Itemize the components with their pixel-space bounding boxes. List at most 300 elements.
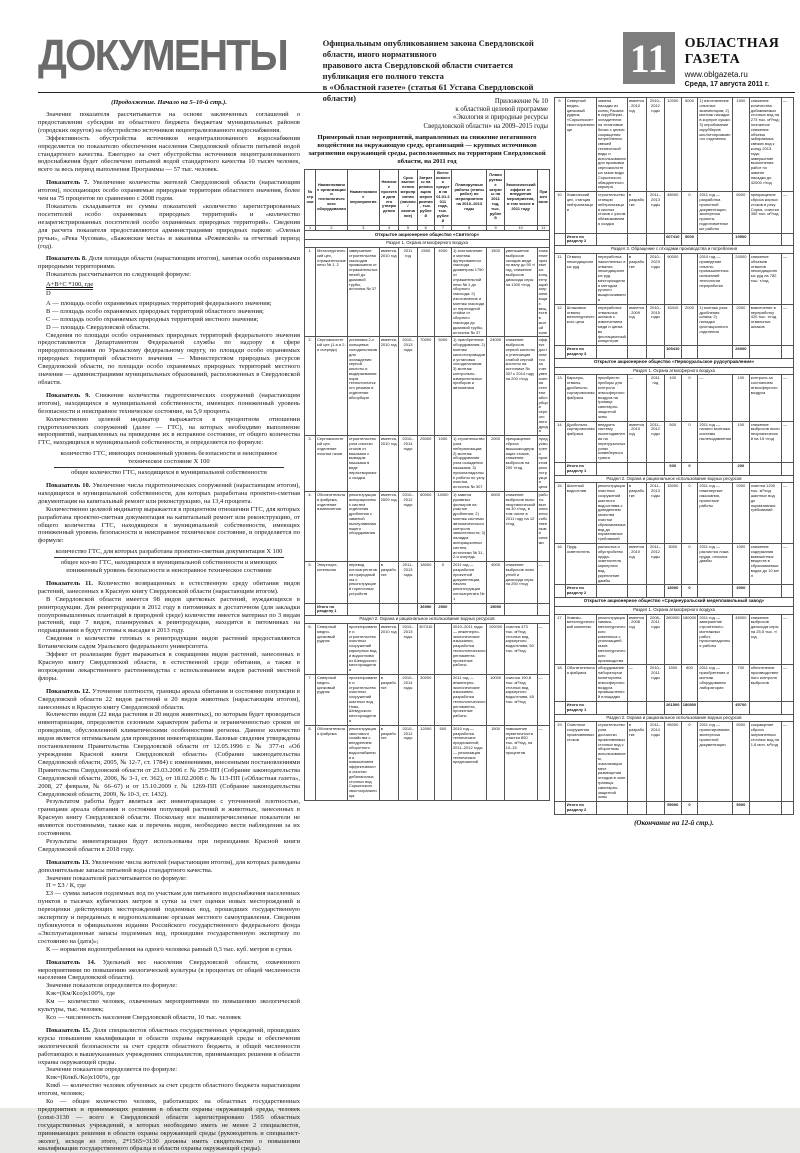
- table-cell: [781, 802, 793, 815]
- table-row: [555, 304, 794, 345]
- table-row: [305, 562, 550, 603]
- indicator-label: Показатель 14.: [46, 958, 103, 966]
- table-cell: 4.: [305, 492, 316, 562]
- column-header: № строки: [305, 169, 316, 225]
- table-cell: —: [627, 375, 646, 421]
- table-cell: повышение герметичности участка 800 тыс. м³/год, на 10–15 процентов: [504, 725, 537, 800]
- table-cell: [698, 585, 733, 598]
- table-cell: 2010–2013 годы: [399, 623, 417, 674]
- table-cell: —: [781, 614, 793, 665]
- body-paragraph: Количественно целевой индикатор выражается в процентном отношении ГТС, для которых разработана проектно-сметная документация на капитальный ремонт или реконструкцию, от общего количества ГТС, находящихся в муниципальной собственности, имеющих пониженный уровень безопасности и неисправное техническое состояние, и определяется по формуле:: [38, 505, 300, 545]
- body-paragraph: Результаты инвентаризации будут использованы при переиздании Красной книги Свердловской области в 2018 году.: [38, 837, 300, 853]
- table-cell: имеется, 2010 год: [379, 247, 399, 336]
- table-cell: 5000: [733, 722, 750, 802]
- totals-row: [555, 702, 794, 715]
- table-cell: —: [781, 722, 793, 802]
- table-cell: 90000: [664, 253, 681, 304]
- table-cell: 100: [733, 421, 750, 462]
- indicator-label: Показатель 7.: [46, 179, 93, 187]
- indicator-paragraph: Показатель 13. Увеличение числа жителей (нарастающим итогом), для которых разведаны дополнительные запасы питьевой воды стандартного качества.: [38, 858, 300, 874]
- table-cell: переработка накопленных в отвалах некондиционных руд месторождения методом кучного выщелачивания: [596, 253, 627, 304]
- table-cell: прекращение сброса кислых стоков в реку Сорья, очистка 350 тыс. м³/год: [749, 192, 781, 233]
- table-cell: 1) монтаж узла дробления шлака; 2) наладка флотационного отделения: [698, 304, 733, 345]
- page-number-badge: 11: [623, 32, 675, 84]
- table-cell: 9.: [555, 98, 566, 192]
- table-cell: 500: [664, 421, 681, 462]
- table-cell: снижение содержания взвешенных веществ в сбрасываемых водах до 10 мг/л: [749, 543, 781, 584]
- table-cell: 5.: [305, 562, 316, 603]
- table-cell: снижение выбросов пыли неорганической на 15 т/год: [749, 421, 781, 462]
- table-cell: [555, 462, 566, 475]
- table-cell: [596, 233, 627, 246]
- band-label: Раздел 1. Охрана атмосферного воздуха: [555, 606, 794, 614]
- table-row: [555, 483, 794, 544]
- table-cell: 1) приобретение оборудования; 2) монтаж кислотопроводов и установка холодильников; 3) монтаж контрольно-измерительных приборов и автоматики: [451, 337, 487, 436]
- table-cell: 2010–2011 годы: [646, 665, 664, 702]
- organization-band: [305, 231, 550, 240]
- table-cell: [698, 702, 733, 715]
- table-cell: 2010–2011 годы — инженерно-экологические изыскания, разработка технологического регламента, проектные работы: [451, 623, 487, 674]
- table-row: [305, 492, 550, 562]
- table-cell: —: [537, 623, 549, 674]
- table-cell: 180000: [681, 614, 698, 665]
- column-number: 10: [504, 225, 537, 231]
- formula-numerator: количество ГТС, для которых разработана проектно-сметная документация Х 100: [54, 548, 285, 558]
- table-cell: имеется, 2010 год: [379, 436, 399, 492]
- column-number: 11: [537, 225, 549, 231]
- table-cell: [698, 346, 733, 359]
- table-cell: [379, 603, 399, 616]
- table-cell: 19.: [555, 722, 566, 802]
- page-title: ДОКУМЕНТЫ: [38, 31, 287, 80]
- table-cell: переработка отвальных шлаков с извлечением меди и цинка во флотационный концентрат: [596, 304, 627, 345]
- table-cell: [434, 623, 451, 674]
- table-cell: [596, 346, 627, 359]
- table-cell: 14.: [555, 421, 566, 462]
- column-number: 6: [417, 225, 434, 231]
- table-cell: Итого по разделу 1: [565, 702, 596, 715]
- table-cell: 2011–2012 годы: [646, 543, 664, 584]
- table-cell: 5000: [434, 337, 451, 436]
- table-cell: [681, 253, 698, 304]
- table-cell: имеется, 2010 год: [627, 98, 646, 192]
- band-label: Раздел 2. Охрана и рациональное использование водных ресурсов: [555, 714, 794, 722]
- table-cell: [781, 233, 793, 246]
- table-cell: —: [627, 665, 646, 702]
- appendix-heading: [304, 98, 548, 131]
- table-cell: 2010–2012 годы: [646, 98, 664, 192]
- table-cell: Северный медно-цинковый рудник: [316, 623, 348, 674]
- body-paragraph: Сведения по площади особо охраняемых природных территорий федерального значения предоставляются Департаментом Федеральной службы по надзору в сфере природопользования по Уральскому федеральному округу, по площади особо охраняемых природных территорий областного значения — Министерством природных ресурсов Свердловской области, по площади особо охраняемых природных территорий местного значения — администрациями муниципальных образований, расположенных в Свердловской области.: [38, 331, 300, 386]
- table-cell: 0: [681, 802, 698, 815]
- indicator-paragraph: Показатель 15. Доля специалистов областных государственных учреждений, прошедших курсы повышения квалификации в области охраны окружающей среды и обеспечения экологической безопасности за счет средств областного бюджета, в общей численности работающих в вышеуказанных учреждениях специалистов, принимающих решения в области охраны окружающей среды.: [38, 1026, 300, 1066]
- table-cell: 0: [681, 421, 698, 462]
- table-cell: [305, 603, 316, 616]
- table-cell: 15.: [555, 483, 566, 544]
- table-cell: 100: [733, 375, 750, 421]
- table-cell: 48000: [664, 192, 681, 233]
- table-row: [305, 436, 550, 492]
- table-cell: 2011 год — начало монтажа системы пылеподавления: [698, 421, 733, 462]
- table-cell: Металлургический цех, отражательные печи № 1, 2: [316, 247, 348, 336]
- column-number: 1: [305, 225, 316, 231]
- table-cell: [781, 462, 793, 475]
- table-cell: 105410: [664, 346, 681, 359]
- table-cell: эффект достигается за счет увеличения степени абсорбции серного ангидрида: [537, 337, 549, 436]
- body-paragraph: Эффект от реализации будет выражаться в сокращении видов растений, занесенных в Красную книгу Свердловской области, в естественной среде обитания, а также в возрождении лекарственного растениеводства с использованием видов растений местной флоры.: [38, 651, 300, 682]
- totals-row: [555, 346, 794, 359]
- table-cell: снижение приземных концентраций загрязняющих веществ в жилой зоне: [537, 247, 549, 336]
- table-cell: строительство узла доочистки промливневых сточных вод с оборотным использованием, локализация мест размещения отходов в зоне границы санитарно-защитной зоны: [596, 722, 627, 802]
- column-header: Планируемые работы (этапы работ) по мероприятию на 2010–2013 годы: [451, 169, 487, 225]
- table-row: [555, 375, 794, 421]
- table-cell: сокращение сброса загрязненных сточных вод на 1,8 млн. м³/год: [749, 722, 781, 802]
- table-cell: проектирование и строительство очистных сооружений шахтных вод Ново-Шемурского месторождения: [347, 674, 379, 725]
- table-cell: 1500: [487, 725, 504, 800]
- section-band: [555, 367, 794, 375]
- table-cell: 3000: [733, 585, 750, 598]
- appendix-line: «Экология и природные ресурсы: [452, 114, 548, 122]
- table-cell: 2011 год — разработка проектной документации, экспертиза проекта, подготовительные работы: [698, 192, 733, 233]
- formula: [46, 281, 300, 298]
- table-cell: снижение объемов отвалов некондиционных руд на 782 тыс. т/год: [749, 253, 781, 304]
- table-cell: 5000: [681, 233, 698, 246]
- table-cell: 260000: [664, 614, 681, 665]
- table-row: [555, 192, 794, 233]
- table-cell: 2010–2014 годы: [399, 674, 417, 725]
- table-cell: 261500: [664, 702, 681, 715]
- column-header: Планируемые затраты на 2011 год, тыс. рублей: [487, 169, 504, 225]
- table-cell: 2000: [733, 304, 750, 345]
- indicator-paragraph: Показатель 11. Количество возвращенных в естественную среду обитания видов растений, занесенных в Красную книгу Свердловской области (нарастающим итогом).: [38, 579, 301, 595]
- plan-table-continuation: [554, 97, 794, 815]
- table-cell: 5000: [733, 802, 750, 815]
- table-cell: 2011 год — проектирование, экспертиза проектной документации: [698, 722, 733, 802]
- totals-row: [555, 802, 794, 815]
- table-cell: расчистка и обустройство пруда-осветлителя карьерных вод, укрепление дамбы: [596, 543, 627, 584]
- formula-numerator: А+В+С *100, где: [46, 281, 94, 289]
- table-cell: —: [781, 483, 793, 544]
- body-paragraph: Результатом работы будет являться акт инвентаризации с уточненной плотностью, границами ареала обитания и состояния популяций растений и животных, занесенных в Красную книгу Свердловской области. Поскольку все вышеперечисленные показатели не являются постоянными, также как и перечень видов, необходимо вести наблюдения за их состоянием.: [38, 798, 300, 838]
- table-row: [305, 623, 550, 674]
- table-cell: [627, 346, 646, 359]
- table-cell: [596, 802, 627, 815]
- body-paragraph: В Свердловской области имеется 98 видов цветковых растений, нуждающихся в реинтродукции. Для реинтродукции в 2012 году в питомниках в достаточном (для закладки полупромышленных плантаций в природной среде) количестве имеется материал по 3 видам растений, еще 7 видов, планируемых к реинтродукции, находятся в питомниках на подращивании и будут готовы к высадке в 2013 году.: [38, 595, 300, 635]
- table-cell: 10.: [555, 192, 566, 233]
- table-cell: 2011–2013 годы: [646, 192, 664, 233]
- section-band: [555, 246, 794, 254]
- table-cell: [698, 802, 733, 815]
- table-cell: 6.: [305, 623, 316, 674]
- table-cell: [749, 585, 781, 598]
- table-cell: 60000: [417, 492, 434, 562]
- table-cell: —: [781, 375, 793, 421]
- body-paragraph: ΣЗ — сумма запасов подземных вод по участкам для питьевого водоснабжения населенных пунктов в тысячах кубических метров в сутки за счет оценки новых месторождений и переоценки действующих месторождений подземных вод, прошедших государственную экспертизу и переданных в недропользование органам местного самоуправления. Сведения публикуются в официальном издании Российского государственного федерального фонда «Эксплуатационные запасы подземных вод, прошедшие государственную экспертизу по состоянию на (дата)»;: [38, 890, 300, 945]
- section-band: [305, 616, 550, 624]
- table-cell: 1000: [733, 543, 750, 584]
- appendix-line: к областной целевой программе: [455, 106, 548, 114]
- table-cell: 0: [434, 562, 451, 603]
- body-paragraph: А — площадь особо охраняемых природных территорий федерального значения;: [46, 299, 272, 307]
- table-cell: 2010–2014 годы: [399, 436, 417, 492]
- table-cell: Очистные сооружения промливневых стоков: [565, 722, 596, 802]
- indicator-paragraph: Показатель 12. Уточнение плотности, границы ареала обитания и состояние популяции в Свердловской области 22 видов растений и 20 видов животных (нарастающим итогом), занесенных в Красную книгу Свердловской области.: [38, 687, 300, 711]
- table-cell: —: [781, 421, 793, 462]
- table-cell: 2010–2013 годы: [399, 337, 417, 436]
- table-cell: 4000: [434, 247, 451, 336]
- table-cell: 100000: [487, 623, 504, 674]
- table-cell: Химико-металлургический комплекс: [565, 614, 596, 665]
- table-cell: 18000: [664, 585, 681, 598]
- body-paragraph: К — норматив водопотребления на одного человека равный 0,3 тыс. куб. метров в сутки.: [46, 945, 293, 953]
- table-cell: 2011 год — разработка проектной документации, начало реконструкции котлоагрегата № 1: [451, 562, 487, 603]
- body-paragraph: Ко — общее количество человек, работающих на областных государственных предприятиях и принимающих решения в области охраны окружающей среды, человек (const-3130 — всего в Свердловской области зарегистрировано 1565 областных государственных учреждений, в которых необходимо иметь не менее 2 специалистов, принимающих решения в области охраны окружающей среды (руководитель и специалист-эколог), исходя из этого, 2*1565=3130 должны иметь свидетельство о повышении квалификации государственного образца в области охраны окружающей среды).: [38, 1098, 300, 1153]
- table-cell: [537, 603, 549, 616]
- table-cell: Итого по разделу 2: [565, 233, 596, 246]
- table-cell: внедрить систему пылеподавления на перегрузочных узлах конвейерного тракта: [596, 421, 627, 462]
- table-cell: [749, 702, 781, 715]
- organization-band: [555, 358, 794, 367]
- table-cell: [749, 462, 781, 475]
- column-header: Примечание: [537, 169, 549, 225]
- table-cell: Дробильно-сортировочная фабрика: [565, 421, 596, 462]
- table-cell: предусмотрено проектом реконструкции цеха: [537, 436, 549, 492]
- table-cell: 1500: [487, 247, 504, 336]
- table-cell: —: [781, 98, 793, 192]
- gazette-masthead: [685, 36, 795, 88]
- article-column: [38, 97, 301, 1153]
- table-cell: 12.: [555, 304, 566, 345]
- table-cell: [399, 603, 417, 616]
- formula-denominator: общее количество ГТС, находящихся в муниципальной собственности: [71, 469, 267, 477]
- table-cell: замена насадки из колец Рашига в скрубберах-охладителях на титановые блоки с целью сокращения потребления свежей технической воды и использования для промывки сернокислотных газов воды Сорьинского обводненного карьера: [596, 98, 627, 192]
- table-cell: 2500: [417, 247, 434, 336]
- table-cell: реконструкция хвостового хозяйства с внедрением оборотного водоснабжения и повышением эффективности очистки дебалансных сточных вод Сорьинского хвостохранилища: [347, 725, 379, 800]
- table-header-row: [305, 169, 550, 225]
- table-cell: 0: [681, 585, 698, 598]
- table-cell: Сернокислотный цех (1-я и 2-я очереди): [316, 337, 348, 436]
- table-cell: Энергоцех, котельная: [316, 562, 348, 603]
- appendix-column: [304, 97, 550, 1069]
- body-paragraph: Показатель рассчитывается по следующей формуле:: [46, 271, 191, 279]
- table-cell: 18000: [417, 562, 434, 603]
- table-cell: снижение выбросов диоксида серы на 25,5 тыс. т/год: [749, 614, 781, 665]
- section-band: [555, 606, 794, 614]
- table-cell: [698, 233, 733, 246]
- table-cell: в разработке: [379, 562, 399, 603]
- table-row: [555, 665, 794, 702]
- table-cell: 1) изготовление и монтаж футерованного газохода диаметром 1750 от отражательной печи № 1 до сборного газохода; 2) изготовление и монтаж газохода от переходной стойки от сборного газохода до дымовой трубы, источник № 37: [451, 247, 487, 336]
- table-cell: 3000: [664, 543, 681, 584]
- band-label: Открытое акционерное общество «Среднеуральский медеплавильный завод»: [555, 597, 794, 606]
- table-cell: 2000: [487, 436, 504, 492]
- table-cell: 607410: [664, 233, 681, 246]
- table-cell: 13.: [555, 375, 566, 421]
- table-cell: 17.: [555, 614, 566, 665]
- table-row: [305, 725, 550, 800]
- organization-band: [555, 597, 794, 606]
- column-header: Наименование организации и технологического оборудования: [316, 169, 348, 225]
- plan-table-left-part: [304, 169, 550, 801]
- table-cell: [749, 233, 781, 246]
- table-cell: снижение выбросов золы углей и диоксида серы на 250 т/год: [504, 562, 537, 603]
- body-paragraph: В — площадь особо охраняемых природных территорий областного значения;: [46, 307, 264, 315]
- band-label: Раздел 1. Охрана атмосферного воздуха: [555, 367, 794, 375]
- column-number: 9: [487, 225, 504, 231]
- table-cell: в разработке: [627, 722, 646, 802]
- table-cell: очистка 1200 тыс. м³/год шахтных вод до нормативных требований: [749, 483, 781, 544]
- indicator-label: Показатель 8.: [46, 255, 89, 263]
- table-cell: проектирование и строительство очистных сооружений карьерных вод и водоотлива из Шемурского месторождения: [347, 623, 379, 674]
- official-note-line: Официальным опубликованием закона Свердловской области, иного нормативного: [322, 38, 534, 59]
- section-band: [555, 475, 794, 483]
- table-cell: [596, 462, 627, 475]
- official-publication-note: [323, 38, 559, 104]
- table-cell: 500: [434, 725, 451, 800]
- table-row: [305, 337, 550, 436]
- table-cell: Итого по разделу 1: [316, 603, 348, 616]
- table-cell: 7.: [305, 674, 316, 725]
- body-paragraph: Количество видов (22 вида растения и 20 видов животных), по которым будет проводиться инвентаризация, определяется сезонным характером работы и ограниченностью сроков ее проведения, обусловленной климатическими особенностями региона. Данное количество видов является оптимальным для проведения инвентаризации. Базовые сведения утверждены постановлением Правительства Свердловской области от 12.05.1996 г. № 377-п «Об учреждении Красной книги Свердловской области» (Собрание законодательства Свердловской области, 2005, № 12-7, ст. 1784) с изменениями, внесенными постановлениями Правительства Свердловской области от 23.03.2006 г. № 259-ПП (Собрание законодательства Свердловской области, 2006, № 3-1, ст. 362), от 18.02.2008 г. № 113-ПП («Областная газета», 2008, 27 февраля, № 66–67) и от 15.10.2009 г. № 1269-ПП (Собрание законодательства Свердловской области, 2009, № 10-3, ст. 1432).: [38, 711, 300, 798]
- column-number: 3: [347, 225, 379, 231]
- indicator-label: Показатель 15.: [46, 1026, 93, 1034]
- table-cell: —: [781, 304, 793, 345]
- table-cell: Итого по разделу 1: [565, 462, 596, 475]
- table-cell: 2500: [434, 603, 451, 616]
- band-label: Раздел 3. Обращение с отходами производства и потребления: [555, 246, 794, 254]
- table-row: [305, 247, 550, 336]
- table-cell: строительство узла очистки стоков от мышьяка с выводом мышьяка в виде нерастворимого осадка: [347, 436, 379, 492]
- table-cell: 18.: [555, 665, 566, 702]
- table-cell: [646, 346, 664, 359]
- table-cell: 12000: [417, 725, 434, 800]
- table-cell: 26000: [733, 346, 750, 359]
- table-cell: Сернокислотный цех, отделение очистки газов: [316, 436, 348, 492]
- table-cell: 2011–2014 годы: [646, 722, 664, 802]
- plan-table-right-part: [554, 97, 794, 815]
- column-header: Срок выполнения мероприятия (начало/окончание): [399, 169, 417, 225]
- table-cell: 100: [664, 375, 681, 421]
- table-cell: имеется, 2008 год: [627, 614, 646, 665]
- table-cell: —: [781, 192, 793, 233]
- totals-row: [555, 462, 794, 475]
- table-cell: в разработке: [627, 192, 646, 233]
- table-cell: имеется, 2010 год: [379, 337, 399, 436]
- table-cell: —: [537, 674, 549, 725]
- formula-denominator: D: [46, 290, 51, 298]
- table-cell: 0: [681, 543, 698, 584]
- table-cell: снижение количества добавляемых сточных вод на 273 тыс. м³/год; поэтапное снижение объема забираемых свежих вод к концу 2013 года; завершение выполнения работ по замене насадки до 42000 т/год: [749, 98, 781, 192]
- band-label: Открытое акционерное общество «Святогор»: [305, 231, 550, 240]
- table-cell: [596, 585, 627, 598]
- table-cell: 200: [733, 462, 750, 475]
- table-cell: 2011–2013 годы: [646, 483, 664, 544]
- indicator-paragraph: Показатель 8. Доля площади области (нарастающим итогом), занятая особо охраняемыми природными территориями.: [38, 255, 300, 271]
- table-cell: 2011–2013 годы: [399, 562, 417, 603]
- indicator-paragraph: Показатель 7. Увеличение количества жителей Свердловской области (нарастающим итогом), посещающих особо охраняемые природные территории областного значения, более чем на 75 процентов по сравнению с 2008 годом.: [38, 179, 300, 203]
- body-paragraph: Ксо — численность населения Свердловской области, 10 тыс. человек: [46, 1013, 241, 1021]
- column-number: 5: [399, 225, 417, 231]
- table-cell: —: [781, 665, 793, 702]
- table-cell: 4000: [487, 562, 504, 603]
- table-cell: имеется, 2009 год: [627, 304, 646, 345]
- column-number: 4: [379, 225, 399, 231]
- table-cell: снижение выбросов серной кислоты и утилизация слабой серной кислоты на источнике № 307 к 2014 году на 200 т/год: [504, 337, 537, 436]
- formula: [54, 450, 285, 477]
- table-cell: контроль за состоянием атмосферного воздуха: [749, 375, 781, 421]
- continuation-note: (Продолжение. Начало на 5–10-й стр.).: [111, 99, 227, 106]
- table-cell: [504, 603, 537, 616]
- table-cell: 24000: [487, 337, 504, 436]
- indicator-label: Показатель 10.: [46, 481, 93, 489]
- table-cell: [681, 346, 698, 359]
- body-paragraph: Сведения о количестве готовых к реинтродукции видов растений предоставляются Ботаническим садом Уральского федерального университета.: [38, 635, 300, 651]
- table-cell: 12000: [664, 98, 681, 192]
- table-cell: 25000: [417, 436, 434, 492]
- appendix-line: Приложение № 10: [494, 98, 548, 105]
- table-cell: 2011 год — завершение строительно-монтажных работ, пусконаладочные работы: [698, 614, 733, 665]
- table-cell: [555, 346, 566, 359]
- table-cell: 1500: [733, 98, 750, 192]
- table-cell: 2010–2023 годы: [646, 253, 664, 304]
- ending-note: (Окончание на 12-й стр.).: [634, 818, 714, 827]
- table-cell: 6000: [487, 492, 504, 562]
- table-cell: Итого по разделу 2: [565, 802, 596, 815]
- table-cell: 8.: [305, 725, 316, 800]
- column-number: 8: [451, 225, 487, 231]
- table-cell: 800: [681, 665, 698, 702]
- table-cell: 0: [681, 462, 698, 475]
- band-label: Раздел 2. Охрана и рациональное использование водных ресурсов: [305, 616, 550, 624]
- table-cell: 15410: [664, 304, 681, 345]
- table-cell: [698, 462, 733, 475]
- gazette-url: www.oblgazeta.ru: [684, 70, 748, 79]
- table-cell: строительство станции нейтрализации кислых стоков с узлом обезвоживания осадка: [596, 192, 627, 233]
- table-cell: [627, 462, 646, 475]
- table-cell: 700: [733, 665, 750, 702]
- table-cell: 3.: [305, 436, 316, 492]
- table-cell: 180800: [681, 702, 698, 715]
- table-cell: 2011 год: [646, 375, 664, 421]
- table-cell: имеется, 2009 год: [379, 492, 399, 562]
- table-cell: 2008–2011 годы: [646, 614, 664, 665]
- table-cell: работы выполняются собственными силами: [537, 492, 549, 562]
- table-cell: Химический цех, станция нейтрализации: [565, 192, 596, 233]
- table-cell: оборудование лаборатории мониторинга атмосферного воздуха промышленной площадки: [596, 665, 627, 702]
- table-cell: 2011 год — приобретение и монтаж оборудования лаборатории: [698, 665, 733, 702]
- table-cell: 2011 год: [399, 247, 417, 336]
- table-cell: 30000: [417, 674, 434, 725]
- table-cell: —: [781, 253, 793, 304]
- formula: [54, 548, 285, 575]
- table-cell: 2010–2015 годы: [646, 304, 664, 345]
- table-cell: 2010–2012 годы: [399, 492, 417, 562]
- body-paragraph: Значение показателей рассчитывается по формуле:: [46, 874, 187, 882]
- section-band: [555, 714, 794, 722]
- table-cell: приобрести приборы для контроля атмосферного воздуха на границе санитарно-защитной зоны: [596, 375, 627, 421]
- table-cell: реконструкция очистных сооружений шахтного водоотлива с доведением качества очистки сбрасываемых вод до нормативных требований: [596, 483, 627, 544]
- column-header: Наименование мероприятия: [347, 169, 379, 225]
- table-cell: 45000: [733, 614, 750, 665]
- table-cell: [434, 674, 451, 725]
- column-number: 7: [434, 225, 451, 231]
- indicator-label: Показатель 13.: [46, 858, 92, 866]
- table-cell: [646, 233, 664, 246]
- table-cell: 0: [681, 722, 698, 802]
- column-header: Затраты на реализацию мероприятия, тыс. рублей: [417, 169, 434, 225]
- table-cell: Северный медно-цинковый рудник: [316, 674, 348, 725]
- table-cell: вовлечение в переработку 420 тыс. т/год отвальных шлаков: [749, 304, 781, 345]
